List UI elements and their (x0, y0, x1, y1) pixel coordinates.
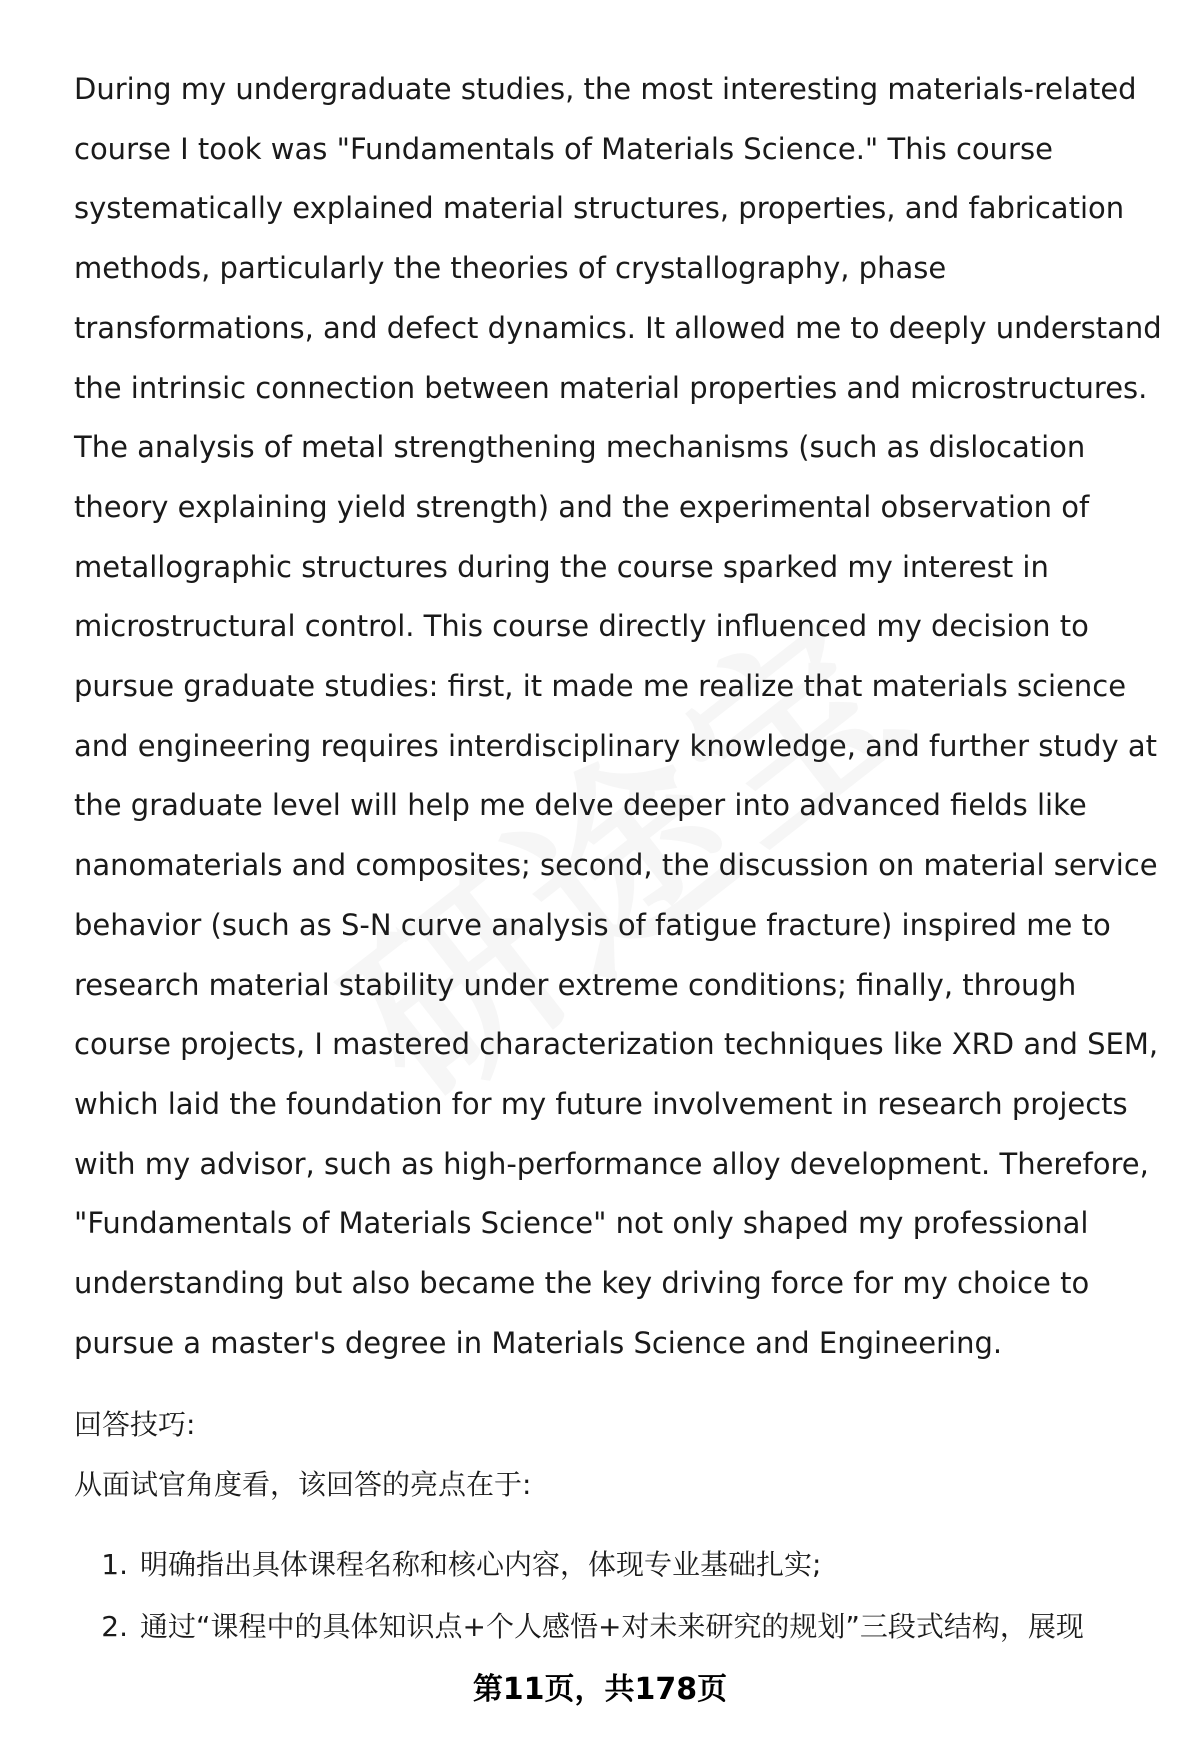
page-number-footer: 第11页，共178页 (472, 1672, 728, 1707)
list-item (74, 1545, 1174, 1585)
list-item-text: 通过“课程中的具体知识点+个人感悟+对未来研究的规划”三段式结构，展现 (140, 1610, 1084, 1643)
tips-heading: 回答技巧: (74, 1408, 196, 1441)
list-item-number: 2. (101, 1610, 128, 1643)
tips-list (74, 1545, 1174, 1669)
list-item-text: 明确指出具体课程名称和核心内容，体现专业基础扎实; (140, 1548, 822, 1581)
answer-paragraph: During my undergraduate studies, the most interesting materials-related course I took was "Fundamentals of Materials Science." This course systematically explained material structures, properties, and fabrication methods, particularly the theories of crystallography, phase transformations, and defect dynamics. It allowed me to deeply understand the intrinsic connection between material properties and microstructures. The analysis of metal strengthening mechanisms (such as dislocation theory explaining yield strength) and the experimental observation of metallographic structures during the course sparked my interest in microstructural control. This course directly influenced my decision to pursue graduate studies: first, it made me realize that materials science and engineering requires interdisciplinary knowledge, and further study at the graduate level will help me delve deeper into advanced fields like nanomaterials and composites; second, the discussion on material service behavior (such as S-N curve analysis of fatigue fracture) inspired me to research material stability under extreme conditions; finally, through course projects, I mastered characterization techniques like XRD and SEM, which laid the foundation for my future involvement in research projects with my advisor, such as high-performance alloy development. Therefore, "Fundamentals of Materials Science" not only shaped my professional understanding but also became the key driving force for my choice to pursue a master's degree in Materials Science and Engineering. (74, 72, 1162, 1360)
list-item (74, 1607, 1174, 1647)
list-item-number: 1. (101, 1548, 128, 1581)
tips-intro: 从面试官角度看，该回答的亮点在于: (74, 1468, 532, 1501)
